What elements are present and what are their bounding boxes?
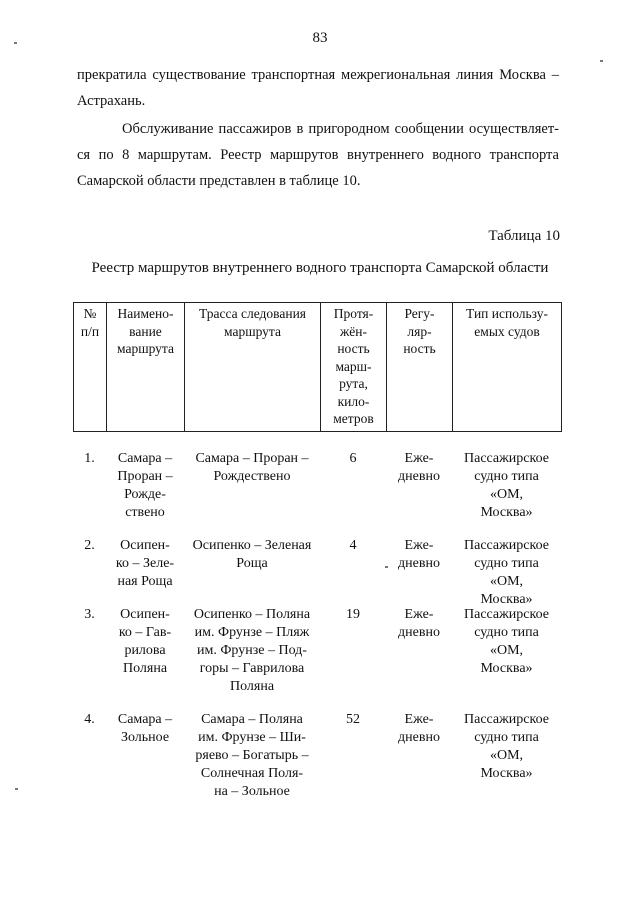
row-number: 2. — [84, 538, 95, 553]
table-title: Реестр маршрутов внутреннего водного транспорта Самарской области — [91, 260, 549, 276]
vessel-type: Пассажирское судно типа «ОМ, Москва» — [464, 607, 549, 676]
vessel-type: Пассажирское судно типа «ОМ, Москва» — [464, 712, 549, 781]
table-label: Таблица 10 — [488, 228, 560, 244]
header-route-name: Наимено- вание маршрута — [107, 303, 185, 432]
route-regularity: Еже- дневно — [398, 538, 440, 571]
table-header — [73, 302, 562, 432]
table-row — [73, 606, 561, 696]
route-regularity: Еже- дневно — [398, 712, 440, 745]
route-name: Осипен- ко – Зеле- ная Роща — [115, 538, 175, 589]
page-number: 83 — [312, 30, 328, 46]
scan-speck — [15, 788, 18, 790]
paragraph-1: прекратила существование транспортная межрегиональная линия Москва – Астрахань. — [77, 67, 559, 109]
paragraph-2: Обслуживание пассажиров в пригородном сообщении осуществляет-ся по 8 маршрутам. Реестр маршрутов внутреннего водного транспорта Самарской области представлен в таблице 10. — [77, 121, 559, 189]
route-regularity: Еже- дневно — [398, 451, 440, 484]
vessel-type: Пассажирское судно типа «ОМ, Москва» — [464, 451, 549, 520]
row-number: 4. — [84, 712, 95, 727]
row-number: 1. — [84, 451, 95, 466]
route-path: Самара – Поляна им. Фрунзе – Ши- ряево – Богатырь – Солнечная Поля- на – Зольное — [195, 712, 309, 799]
route-length: 19 — [346, 607, 360, 622]
route-path: Осипенко – Зеленая Роща — [192, 538, 312, 571]
route-path: Осипенко – Поляна им. Фрунзе – Пляж им. Фрунзе – Под- горы – Гаврилова Поляна — [193, 607, 311, 694]
route-name: Самара – Зольное — [117, 712, 173, 745]
scan-speck — [14, 42, 17, 44]
table-row — [73, 450, 561, 540]
table-row — [73, 711, 561, 801]
route-length: 6 — [349, 451, 357, 466]
route-length: 4 — [349, 538, 357, 553]
route-length: 52 — [346, 712, 360, 727]
vessel-type: Пассажирское судно типа «ОМ, Москва» — [464, 538, 549, 607]
header-route-path: Трасса следования маршрута — [185, 303, 321, 432]
header-row — [74, 303, 562, 432]
route-name: Самара – Проран – Рожде- ствено — [117, 451, 173, 520]
scan-speck — [600, 60, 603, 62]
header-length: Протя- жён- ность марш- рута, кило- метров — [321, 303, 387, 432]
route-name: Осипен- ко – Гав- рилова Поляна — [118, 607, 172, 676]
header-vessel-type: Тип использу- емых судов — [453, 303, 562, 432]
route-regularity: Еже- дневно — [398, 607, 440, 640]
header-regularity: Регу- ляр- ность — [387, 303, 453, 432]
scan-speck — [385, 566, 388, 568]
route-path: Самара – Проран – Рождествено — [195, 451, 309, 484]
row-number: 3. — [84, 607, 95, 622]
header-number: № п/п — [74, 303, 107, 432]
